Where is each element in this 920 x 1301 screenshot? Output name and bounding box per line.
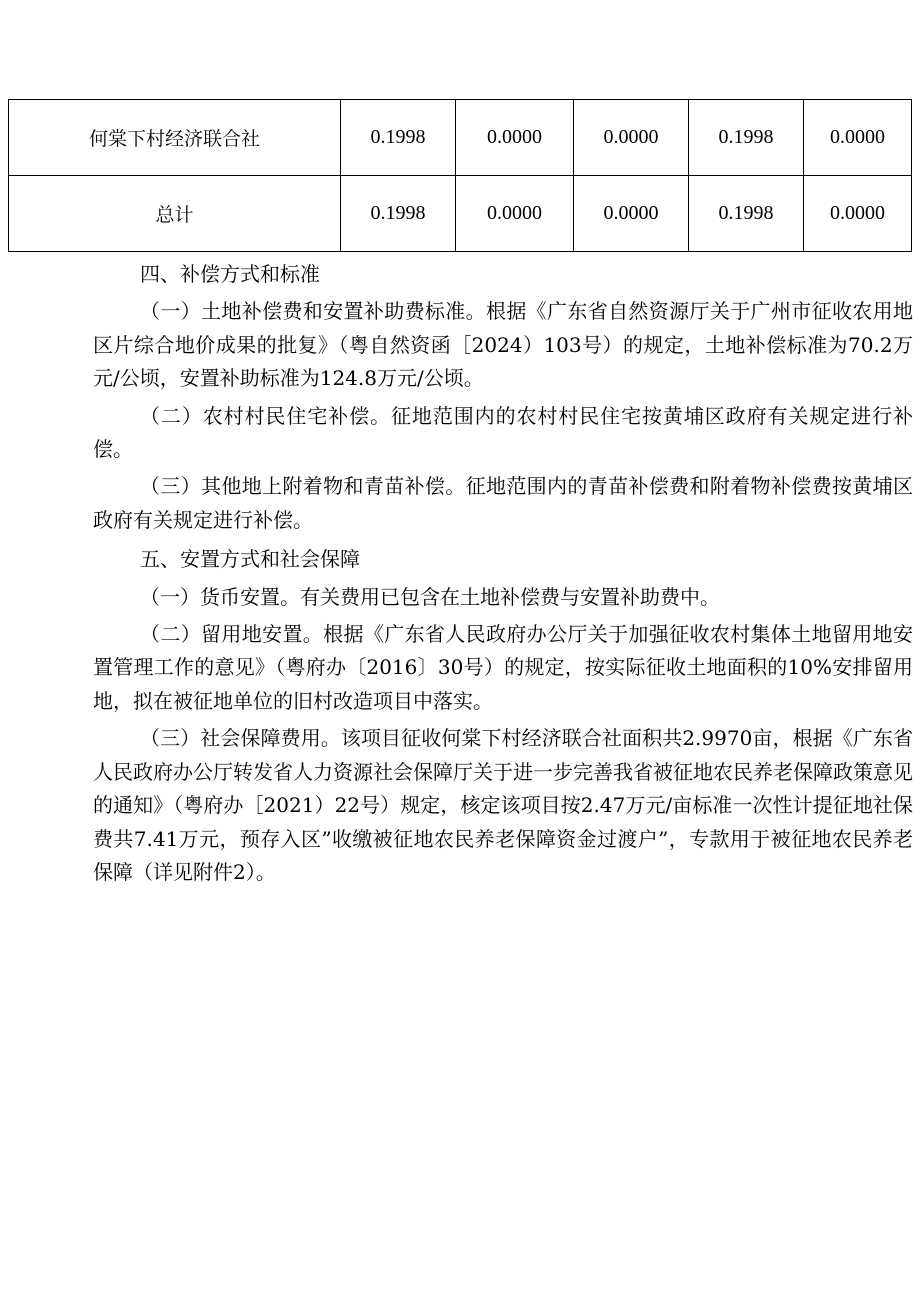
table-cell: 0.0000	[804, 176, 912, 252]
paragraph: （一）货币安置。有关费用已包含在土地补偿费与安置补助费中。	[140, 584, 720, 609]
table-cell: 0.0000	[456, 100, 574, 176]
table-cell: 0.1998	[341, 100, 456, 176]
paragraph: （一）土地补偿费和安置补助费标准。根据《广东省自然资源厅关于广州市征收农用地区片综合地价成果的批复》（粤自然资函［2024）103号）的规定，土地补偿标准为70.2万元/公顷，安置补助标准为124.8万元/公顷。	[93, 299, 913, 391]
section-heading: 五、安置方式和社会保障	[140, 547, 360, 572]
paragraph: （二）农村村民住宅补偿。征地范围内的农村村民住宅按黄埔区政府有关规定进行补偿。	[93, 403, 913, 462]
row-name: 总计	[9, 176, 341, 252]
table-cell: 0.0000	[574, 176, 689, 252]
paragraph: （三）社会保障费用。该项目征收何棠下村经济联合社面积共2.9970亩，根据《广东省人民政府办公厅转发省人力资源社会保障厅关于进一步完善我省被征地农民养老保障政策意见的通知》（粤府办［2021）22号）规定，核定该项目按2.47万元/亩标准一次性计提征地社保费共7.41万元，预存入区”收缴被征地农民养老保障资金过渡户”，专款用于被征地农民养老保障（详见附件2）。	[93, 726, 913, 884]
table-cell: 0.1998	[341, 176, 456, 252]
table-cell: 0.1998	[689, 100, 804, 176]
table-cell: 0.0000	[574, 100, 689, 176]
table-row-total	[9, 176, 912, 252]
table-cell: 0.0000	[456, 176, 574, 252]
land-area-table	[8, 99, 912, 252]
table-cell: 0.1998	[689, 176, 804, 252]
paragraph: （二）留用地安置。根据《广东省人民政府办公厅关于加强征收农村集体土地留用地安置管理工作的意见》（粤府办〔2016〕30号）的规定，按实际征收土地面积的10%安排留用地，拟在被征地单位的旧村改造项目中落实。	[93, 622, 913, 713]
row-name: 何棠下村经济联合社	[9, 100, 341, 176]
document-body	[93, 258, 913, 889]
table-row	[9, 100, 912, 176]
paragraph: （三）其他地上附着物和青苗补偿。征地范围内的青苗补偿费和附着物补偿费按黄埔区政府有关规定进行补偿。	[93, 474, 913, 532]
table-cell: 0.0000	[804, 100, 912, 176]
section-heading: 四、补偿方式和标准	[140, 262, 320, 286]
